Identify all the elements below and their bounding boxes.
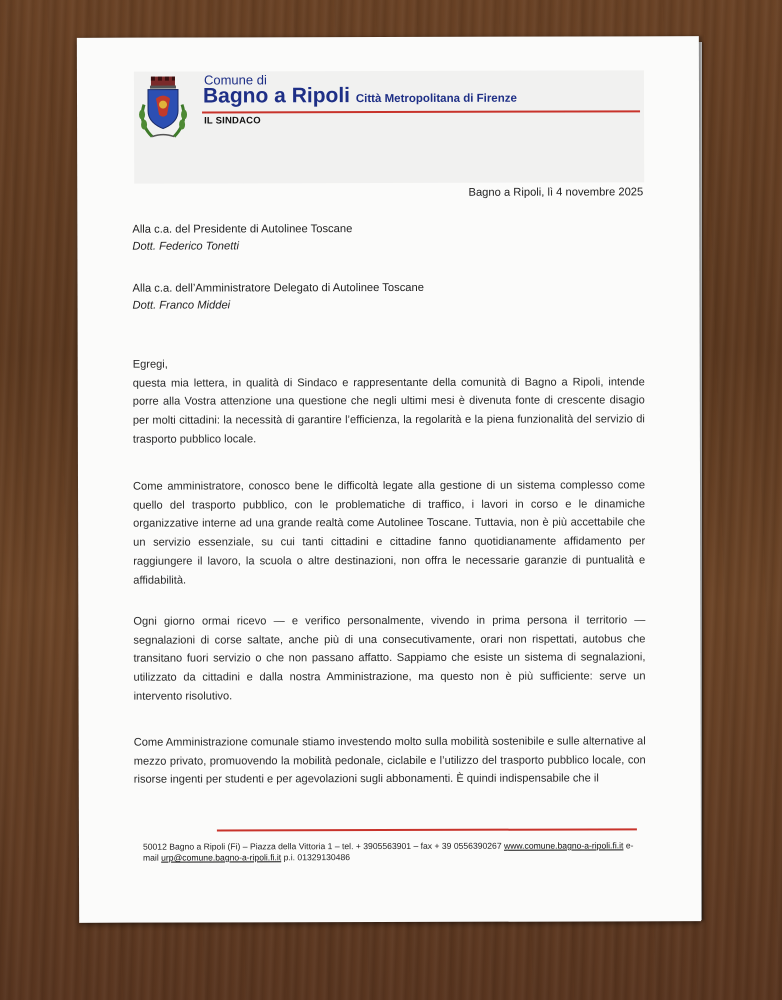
footer-address: 50012 Bagno a Ripoli (Fi) – Piazza della Vittoria 1 – tel. + 3905563901 – fax + 39 0556390267	[142, 840, 502, 852]
recipient-name: Dott. Federico Tonetti	[132, 240, 239, 253]
metropolitan-city-label: Città Metropolitana di Firenze	[355, 92, 517, 106]
opening-paragraph	[133, 354, 645, 449]
paragraph-2: Come amministratore, conosco bene le difficoltà legate alla gestione di un sistema complesso come quello del trasporto pubblico, con le problematiche di traffico, i lavori in corso e le dinamiche organizzative interne ad una grande realtà come Autolinee Toscane. Tuttavia, non è più accettabile che un servizio essenziale, su cui tanti cittadini e cittadine fanno quotidianamente affidamento per raggiungere il lavoro, la scuola o altre destinazioni, non offra le necessarie garanzie di puntualità e affidabilità.	[133, 479, 646, 587]
recipient-line: Alla c.a. dell’Amministratore Delegato di Autolinee Toscane	[132, 281, 424, 295]
paragraph-3: Ogni giorno ormai ricevo — e verifico personalmente, vivendo in prima persona il territorio — segnalazioni di corse saltate, anche più di una consecutivamente, orari non rispettati, autobus che transitano fuori servizio o che non passano affatto. Sappiamo che esiste un sistema di segnalazioni, utilizzato da cittadini e dalla nostra Amministrazione, ma questo non è più sufficiente: serve un intervento risolutivo.	[133, 614, 646, 703]
municipality-title: Bagno a Ripoli	[202, 84, 351, 108]
letter-page	[77, 36, 701, 923]
paragraph-4: Come Amministrazione comunale stiamo investendo molto sulla mobilità sostenibile e sulle alternative al mezzo privato, promuovendo la mobilità pedonale, ciclabile e l’utilizzo del trasporto pubblico locale, con risorse ingenti per studenti e per agevolazioni sugli abbonamenti. È quindi indispensabile che il	[133, 735, 646, 787]
recipient-block-2	[132, 280, 424, 315]
vat-number: p.i. 01329130486	[283, 852, 351, 863]
comune-di-label: Comune di	[203, 72, 267, 88]
website-link[interactable]: www.comune.bagno-a-ripoli.fi.it	[503, 840, 624, 851]
coat-of-arms-icon	[134, 75, 192, 183]
email-label: e-mail	[142, 840, 634, 863]
recipient-block-1	[132, 221, 352, 256]
letter-footer	[143, 840, 643, 863]
email-link[interactable]: urp@comune.bagno-a-ripoli.fi.it	[161, 852, 282, 863]
recipient-line: Alla c.a. del Presidente di Autolinee Toscane	[132, 223, 353, 236]
recipient-name: Dott. Franco Middei	[132, 299, 231, 312]
letter-date: Bagno a Ripoli, lì 4 novembre 2025	[468, 186, 644, 199]
greeting: Egregi,	[132, 358, 168, 371]
sender-role: IL SINDACO	[204, 115, 261, 127]
municipality-name	[203, 84, 517, 109]
paragraph-1: questa mia lettera, in qualità di Sindaco e rappresentante della comunità di Bagno a Ripoli, intende porre alla Vostra attenzione una questione che negli ultimi mesi è divenuta fonte di crescente disagio per molti cittadini: la necessità di garantire l’efficienza, la regolarità e la piena funzionalità del servizio di trasporto pubblico locale.	[132, 376, 645, 446]
footer-divider	[217, 828, 637, 831]
